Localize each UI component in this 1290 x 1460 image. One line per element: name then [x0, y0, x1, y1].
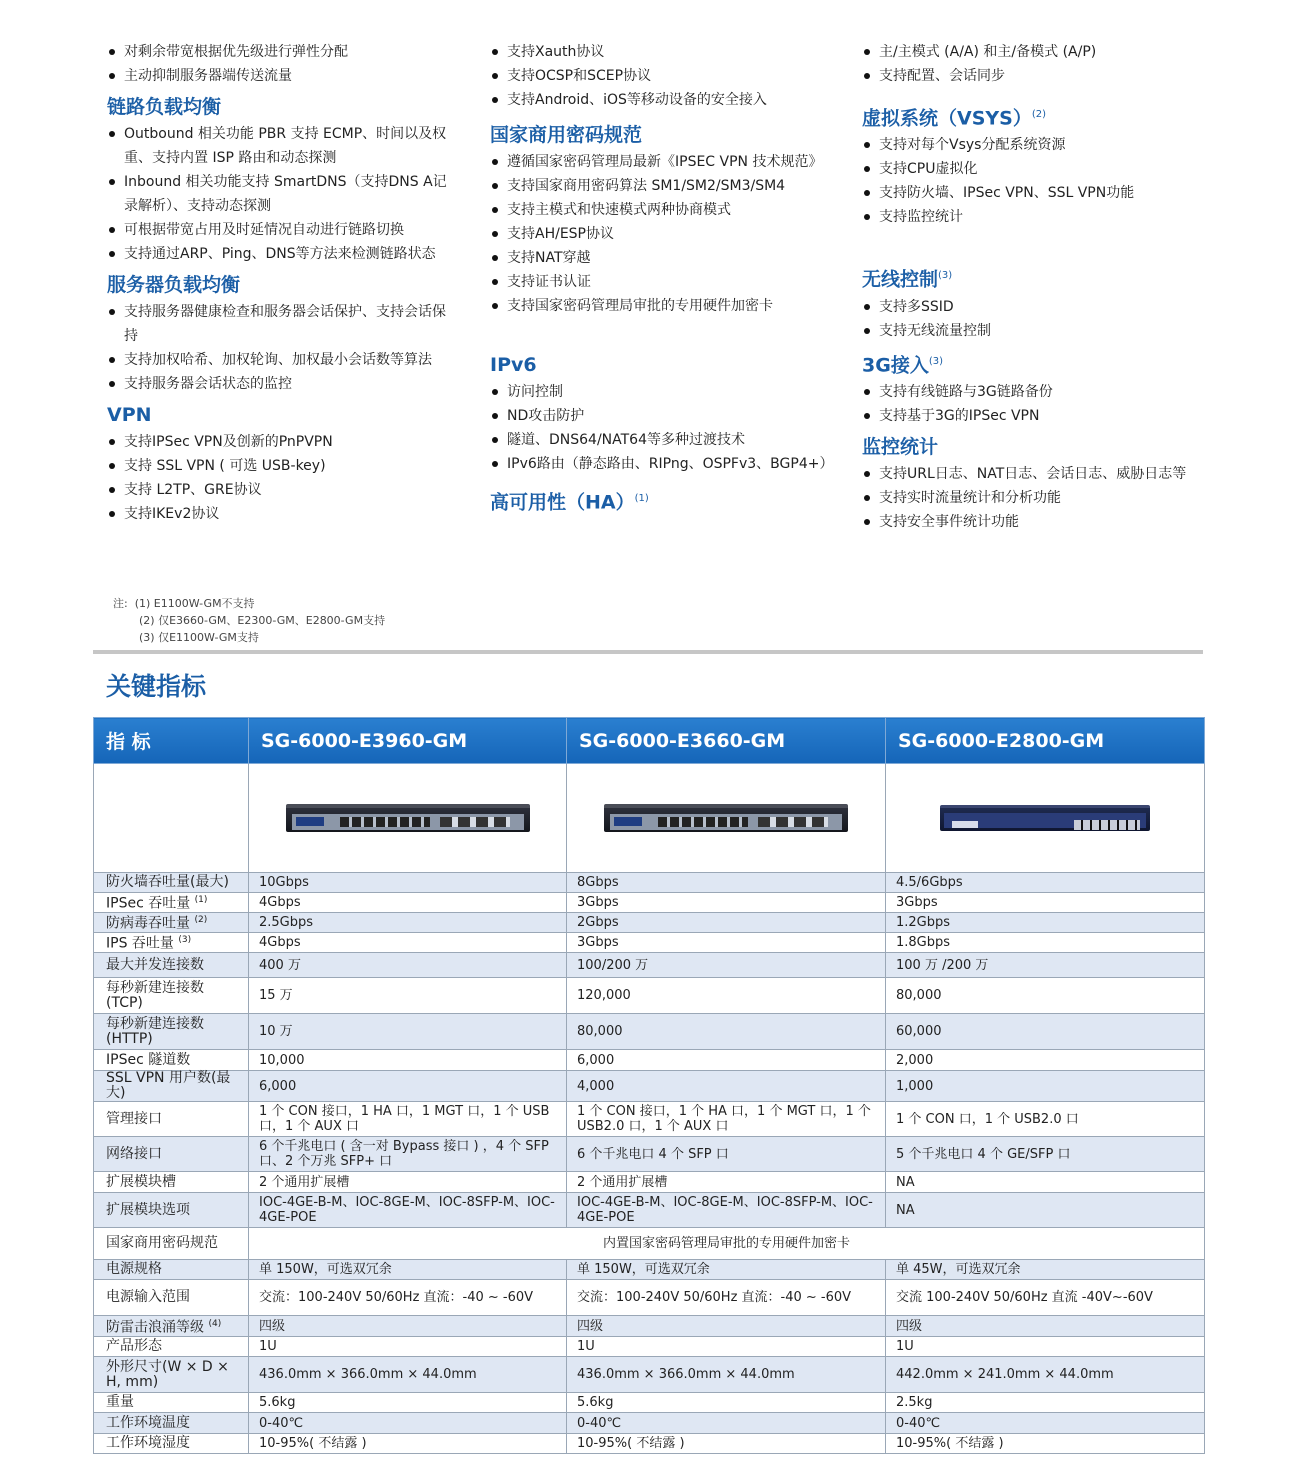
- list-item: 支持实时流量统计和分析功能: [862, 486, 1207, 510]
- table-row: 工作环境湿度 10-95%( 不结露 ) 10-95%( 不结露 ) 10-95%( 不结露 ): [94, 1434, 1205, 1454]
- table-row: 电源输入范围 交流：100-240V 50/60Hz 直流：-40 ~ -60V 交流：100-240V 50/60Hz 直流：-40 ~ -60V 交流 100-240V 50/60Hz 直流 -40V~-60V: [94, 1280, 1205, 1316]
- header-cell: SG-6000-E3960-GM: [249, 718, 567, 764]
- list-item: 遵循国家密码管理局最新《IPSEC VPN 技术规范》: [490, 150, 835, 174]
- spec-table: [93, 717, 1205, 1454]
- table-header-row: [94, 718, 1205, 764]
- list-item: 支持Xauth协议: [490, 40, 835, 64]
- list-item: 支持对每个Vsys分配系统资源: [862, 133, 1207, 157]
- table-row: 产品形态 1U 1U 1U: [94, 1337, 1205, 1357]
- list-item: 支持服务器健康检查和服务器会话保护、支持会话保持: [107, 300, 452, 348]
- footnote-line: (1) E1100W-GM不支持: [134, 597, 255, 610]
- footnote-line: (3) 仅E1100W-GM支持: [139, 631, 259, 644]
- feature-list: [490, 380, 835, 476]
- feature-list: [107, 300, 452, 396]
- section-heading: 无线控制$^{(3)}$: [862, 268, 953, 291]
- list-item: 支持无线流量控制: [862, 319, 1207, 343]
- device-image-e2800: [940, 805, 1150, 831]
- list-item: 支持OCSP和SCEP协议: [490, 64, 835, 88]
- list-item: 对剩余带宽根据优先级进行弹性分配: [107, 40, 452, 64]
- list-item: 支持 L2TP、GRE协议: [107, 478, 452, 502]
- table-row: 国家商用密码规范 内置国家密码管理局审批的专用硬件加密卡: [94, 1228, 1205, 1260]
- table-row: IPSec 隧道数 10,000 6,000 2,000: [94, 1050, 1205, 1071]
- list-item: 支持配置、会话同步: [862, 64, 1207, 88]
- intro-list: [107, 40, 452, 88]
- table-row: 防病毒吞吐量 $^{(2)}$ 2.5Gbps 2Gbps 1.2Gbps: [94, 913, 1205, 933]
- table-row: IPSec 吞吐量 $^{(1)}$ 4Gbps 3Gbps 3Gbps: [94, 893, 1205, 913]
- list-item: IPv6路由（静态路由、RIPng、OSPFv3、BGP4+）: [490, 452, 835, 476]
- table-row: 网络接口 6 个千兆电口 ( 含一对 Bypass 接口 ) ，4 个 SFP 口、2 个万兆 SFP+ 口 6 个千兆电口 4 个 SFP 口 5 个千兆电口 4 个 GE/SFP 口: [94, 1137, 1205, 1172]
- section-heading: 3G接入$^{(3)}$: [862, 353, 943, 376]
- section-divider: [93, 650, 1203, 654]
- list-item: 支持基于3G的IPSec VPN: [862, 404, 1207, 428]
- list-item: 支持国家密码管理局审批的专用硬件加密卡: [490, 294, 835, 318]
- list-item: 支持有线链路与3G链路备份: [862, 380, 1207, 404]
- section-heading: 国家商用密码规范: [490, 124, 643, 146]
- list-item: 主动抑制服务器端传送流量: [107, 64, 452, 88]
- list-item: Outbound 相关功能 PBR 支持 ECMP、时间以及权重、支持内置 ISP 路由和动态探测: [107, 122, 452, 170]
- list-item: 支持NAT穿越: [490, 246, 835, 270]
- list-item: 主/主模式 (A/A) 和主/备模式 (A/P): [862, 40, 1207, 64]
- list-item: 支持多SSID: [862, 295, 1207, 319]
- list-item: 支持通过ARP、Ping、DNS等方法来检测链路状态: [107, 242, 452, 266]
- footnote-prefix: 注:: [113, 597, 128, 610]
- list-item: 访问控制: [490, 380, 835, 404]
- table-row: IPS 吞吐量 $^{(3)}$ 4Gbps 3Gbps 1.8Gbps: [94, 933, 1205, 953]
- feature-list: [862, 133, 1207, 229]
- feature-list: [107, 430, 452, 526]
- product-image-row: [94, 764, 1205, 873]
- table-row: 外形尺寸(W × D × H, mm) 436.0mm × 366.0mm × 44.0mm 436.0mm × 366.0mm × 44.0mm 442.0mm × 241.0mm × 44.0mm: [94, 1357, 1205, 1393]
- section-heading: VPN: [107, 404, 152, 426]
- list-item: 支持Android、iOS等移动设备的安全接入: [490, 88, 835, 112]
- table-row: SSL VPN 用户数(最大) 6,000 4,000 1,000: [94, 1071, 1205, 1102]
- table-row: 防雷击浪涌等级 $^{(4)}$ 四级 四级 四级: [94, 1316, 1205, 1337]
- list-item: 可根据带宽占用及时延情况自动进行链路切换: [107, 218, 452, 242]
- feature-column-3: [862, 40, 1207, 534]
- page-title: 关键指标: [106, 672, 207, 701]
- table-row: 扩展模块槽 2 个通用扩展槽 2 个通用扩展槽 NA: [94, 1172, 1205, 1193]
- table-row: 管理接口 1 个 CON 接口，1 HA 口，1 MGT 口，1 个 USB 口，1 个 AUX 口 1 个 CON 接口，1 个 HA 口，1 个 MGT 口，1 个 USB2.0 口，1 个 AUX 口 1 个 CON 口，1 个 USB2.0 口: [94, 1102, 1205, 1137]
- header-cell: SG-6000-E3660-GM: [567, 718, 886, 764]
- list-item: 支持URL日志、NAT日志、会话日志、威胁日志等: [862, 462, 1207, 486]
- list-item: 隧道、DNS64/NAT64等多种过渡技术: [490, 428, 835, 452]
- device-image-e3660: [604, 804, 848, 832]
- list-item: 支持IKEv2协议: [107, 502, 452, 526]
- list-item: 支持CPU虚拟化: [862, 157, 1207, 181]
- list-item: 支持IPSec VPN及创新的PnPVPN: [107, 430, 452, 454]
- table-row: 电源规格 单 150W，可选双冗余 单 150W，可选双冗余 单 45W，可选双冗余: [94, 1260, 1205, 1280]
- footnote-line: (2) 仅E3660-GM、E2300-GM、E2800-GM支持: [139, 614, 386, 627]
- table-row: 最大并发连接数 400 万 100/200 万 100 万 /200 万: [94, 953, 1205, 978]
- section-heading: 虚拟系统（VSYS）$^{(2)}$: [862, 107, 1047, 130]
- list-item: 支持安全事件统计功能: [862, 510, 1207, 534]
- feature-column-2: [490, 40, 835, 517]
- section-heading: 监控统计: [862, 435, 939, 458]
- feature-column-1: [107, 40, 452, 526]
- list-item: 支持国家商用密码算法 SM1/SM2/SM3/SM4: [490, 174, 835, 198]
- device-image-e3960: [286, 804, 530, 832]
- header-cell: SG-6000-E2800-GM: [886, 718, 1205, 764]
- header-cell: 指 标: [94, 718, 249, 764]
- intro-list: [490, 40, 835, 112]
- table-row: 重量 5.6kg 5.6kg 2.5kg: [94, 1393, 1205, 1413]
- feature-list: [107, 122, 452, 266]
- feature-list: [862, 295, 1207, 343]
- list-item: 支持 SSL VPN ( 可选 USB-key): [107, 454, 452, 478]
- list-item: Inbound 相关功能支持 SmartDNS（支持DNS A记录解析）、支持动态探测: [107, 170, 452, 218]
- table-row: 工作环境温度 0-40℃ 0-40℃ 0-40℃: [94, 1413, 1205, 1434]
- footnotes: [113, 595, 385, 646]
- table-row: 防火墙吞吐量(最大) 10Gbps 8Gbps 4.5/6Gbps: [94, 873, 1205, 893]
- section-heading: 高可用性（HA）$^{(1)}$: [490, 491, 649, 514]
- list-item: 支持监控统计: [862, 205, 1207, 229]
- table-row: 每秒新建连接数(TCP) 15 万 120,000 80,000: [94, 978, 1205, 1014]
- section-heading: 服务器负载均衡: [107, 274, 241, 296]
- section-heading: 链路负载均衡: [107, 96, 222, 118]
- list-item: 支持证书认证: [490, 270, 835, 294]
- intro-list: [862, 40, 1207, 88]
- list-item: 支持主模式和快速模式两种协商模式: [490, 198, 835, 222]
- list-item: 支持加权哈希、加权轮询、加权最小会话数等算法: [107, 348, 452, 372]
- feature-list: [862, 380, 1207, 428]
- feature-list: [490, 150, 835, 318]
- list-item: ND攻击防护: [490, 404, 835, 428]
- table-row: 每秒新建连接数(HTTP) 10 万 80,000 60,000: [94, 1014, 1205, 1050]
- feature-list: [862, 462, 1207, 534]
- list-item: 支持AH/ESP协议: [490, 222, 835, 246]
- section-heading: IPv6: [490, 354, 537, 376]
- list-item: 支持防火墙、IPSec VPN、SSL VPN功能: [862, 181, 1207, 205]
- table-row: 扩展模块选项 IOC-4GE-B-M、IOC-8GE-M、IOC-8SFP-M、IOC-4GE-POE IOC-4GE-B-M、IOC-8GE-M、IOC-8SFP-M、IOC-4GE-POE NA: [94, 1193, 1205, 1228]
- list-item: 支持服务器会话状态的监控: [107, 372, 452, 396]
